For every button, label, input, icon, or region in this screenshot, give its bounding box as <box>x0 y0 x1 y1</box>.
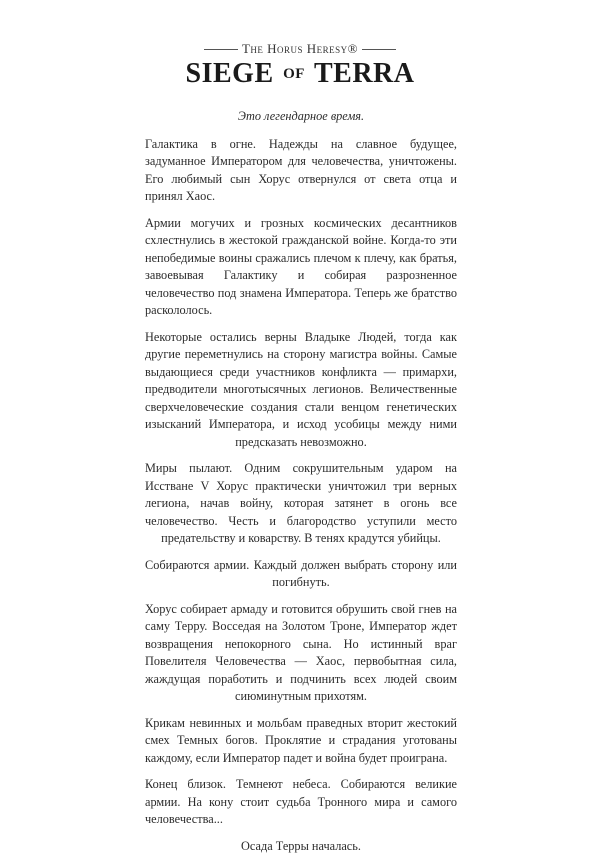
paragraph: Конец близок. Темнеют небеса. Собираются великие армии. На кону стоит судьба Тронного мира и самого человечества... <box>145 777 457 826</box>
logo-subtitle-row <box>0 40 600 58</box>
logo-title <box>0 59 600 89</box>
paragraph: Хорус собирает армаду и готовится обрушить свой гнев на саму Терру. Восседая на Золотом Троне, Император ждет возвращения непокорного сына. Но истинный враг Повелителя Человечества — Хаос, первобытная сила, жаждущая поработить и подчинить всех людей своим сиюминутным прихотям. <box>145 601 457 703</box>
intro-line: Это легендарное время. <box>237 109 365 123</box>
paragraph: Крикам невинных и мольбам праведных вторит жестокий смех Темных богов. Проклятие и страдания уготованы каждому, если Император падет и война будет проиграна. <box>145 715 457 765</box>
logo-title-terra: TERRA <box>313 58 415 89</box>
paragraph: Армии могучих и грозных космических десантников схлестнулись в жестокой гражданской войне. Когда-то эти непобедимые воины сражались плечом к плечу, как братья, завоевывая Галактику и собирая разрозненное человечество под знамена Императора. Теперь же братство раскололось. <box>145 215 457 317</box>
logo-right-rule <box>362 49 396 50</box>
book-logo <box>0 40 600 89</box>
paragraph: Галактика в огне. Надежды на славное будущее, задуманное Императором для человечества, уничтожены. Его любимый сын Хорус отвернулся от света отца и принял Хаос. <box>145 136 457 203</box>
paragraph: Миры пылают. Одним сокрушительным ударом на Исстване V Хорус практически уничтожил три верных легиона, начав войну, которая затянет в огонь все человечество. Честь и благородство уступили место предательству и коварству. В тенях крадутся убийцы. <box>145 461 457 545</box>
logo-title-siege: SIEGE <box>185 58 274 89</box>
logo-left-rule <box>204 49 238 50</box>
closing-line: Осада Терры началась. <box>241 838 361 853</box>
logo-subtitle: The Horus Heresy® <box>241 41 359 56</box>
paragraph: Некоторые остались верны Владыке Людей, тогда как другие переметнулись на сторону магистра войны. Самые выдающиеся среди участников конфликта — примархи, предводители многотысячных легионов. Величественные сверхчеловеческие создания стали венцом генетических изысканий Императора, и исход усобицы между ними предсказать невозможно. <box>145 329 457 449</box>
preface-text <box>145 108 457 864</box>
paragraph: Собираются армии. Каждый должен выбрать сторону или погибнуть. <box>145 557 457 589</box>
logo-title-of: OF <box>283 66 305 82</box>
